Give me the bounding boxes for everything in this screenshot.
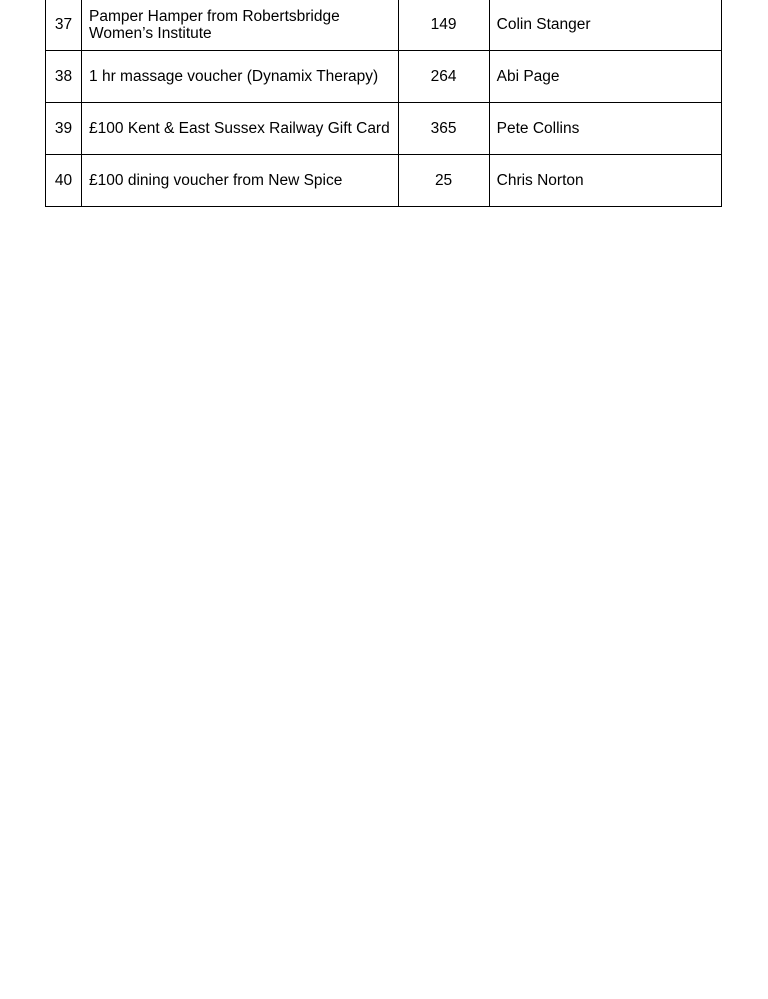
ticket-number-cell: 149 xyxy=(398,0,489,51)
ticket-number-cell: 25 xyxy=(398,155,489,207)
prize-description-cell: Pamper Hamper from Robertsbridge Women’s Institute xyxy=(82,0,398,51)
ticket-number-cell: 264 xyxy=(398,51,489,103)
prize-number-cell: 37 xyxy=(46,0,82,51)
ticket-number-cell: 365 xyxy=(398,103,489,155)
winner-name-cell: Abi Page xyxy=(489,51,721,103)
prize-number-cell: 39 xyxy=(46,103,82,155)
prize-number-cell: 40 xyxy=(46,155,82,207)
winner-name-cell: Chris Norton xyxy=(489,155,721,207)
prize-number-cell: 38 xyxy=(46,51,82,103)
prize-description-cell: £100 Kent & East Sussex Railway Gift Card xyxy=(82,103,398,155)
winner-name-cell: Colin Stanger xyxy=(489,0,721,51)
winner-name-cell: Pete Collins xyxy=(489,103,721,155)
prize-description-cell: 1 hr massage voucher (Dynamix Therapy) xyxy=(82,51,398,103)
table-row xyxy=(46,155,722,207)
prize-description-cell: £100 dining voucher from New Spice xyxy=(82,155,398,207)
table-row xyxy=(46,103,722,155)
prize-winners-table xyxy=(45,0,722,207)
table-row xyxy=(46,0,722,51)
table-row xyxy=(46,51,722,103)
